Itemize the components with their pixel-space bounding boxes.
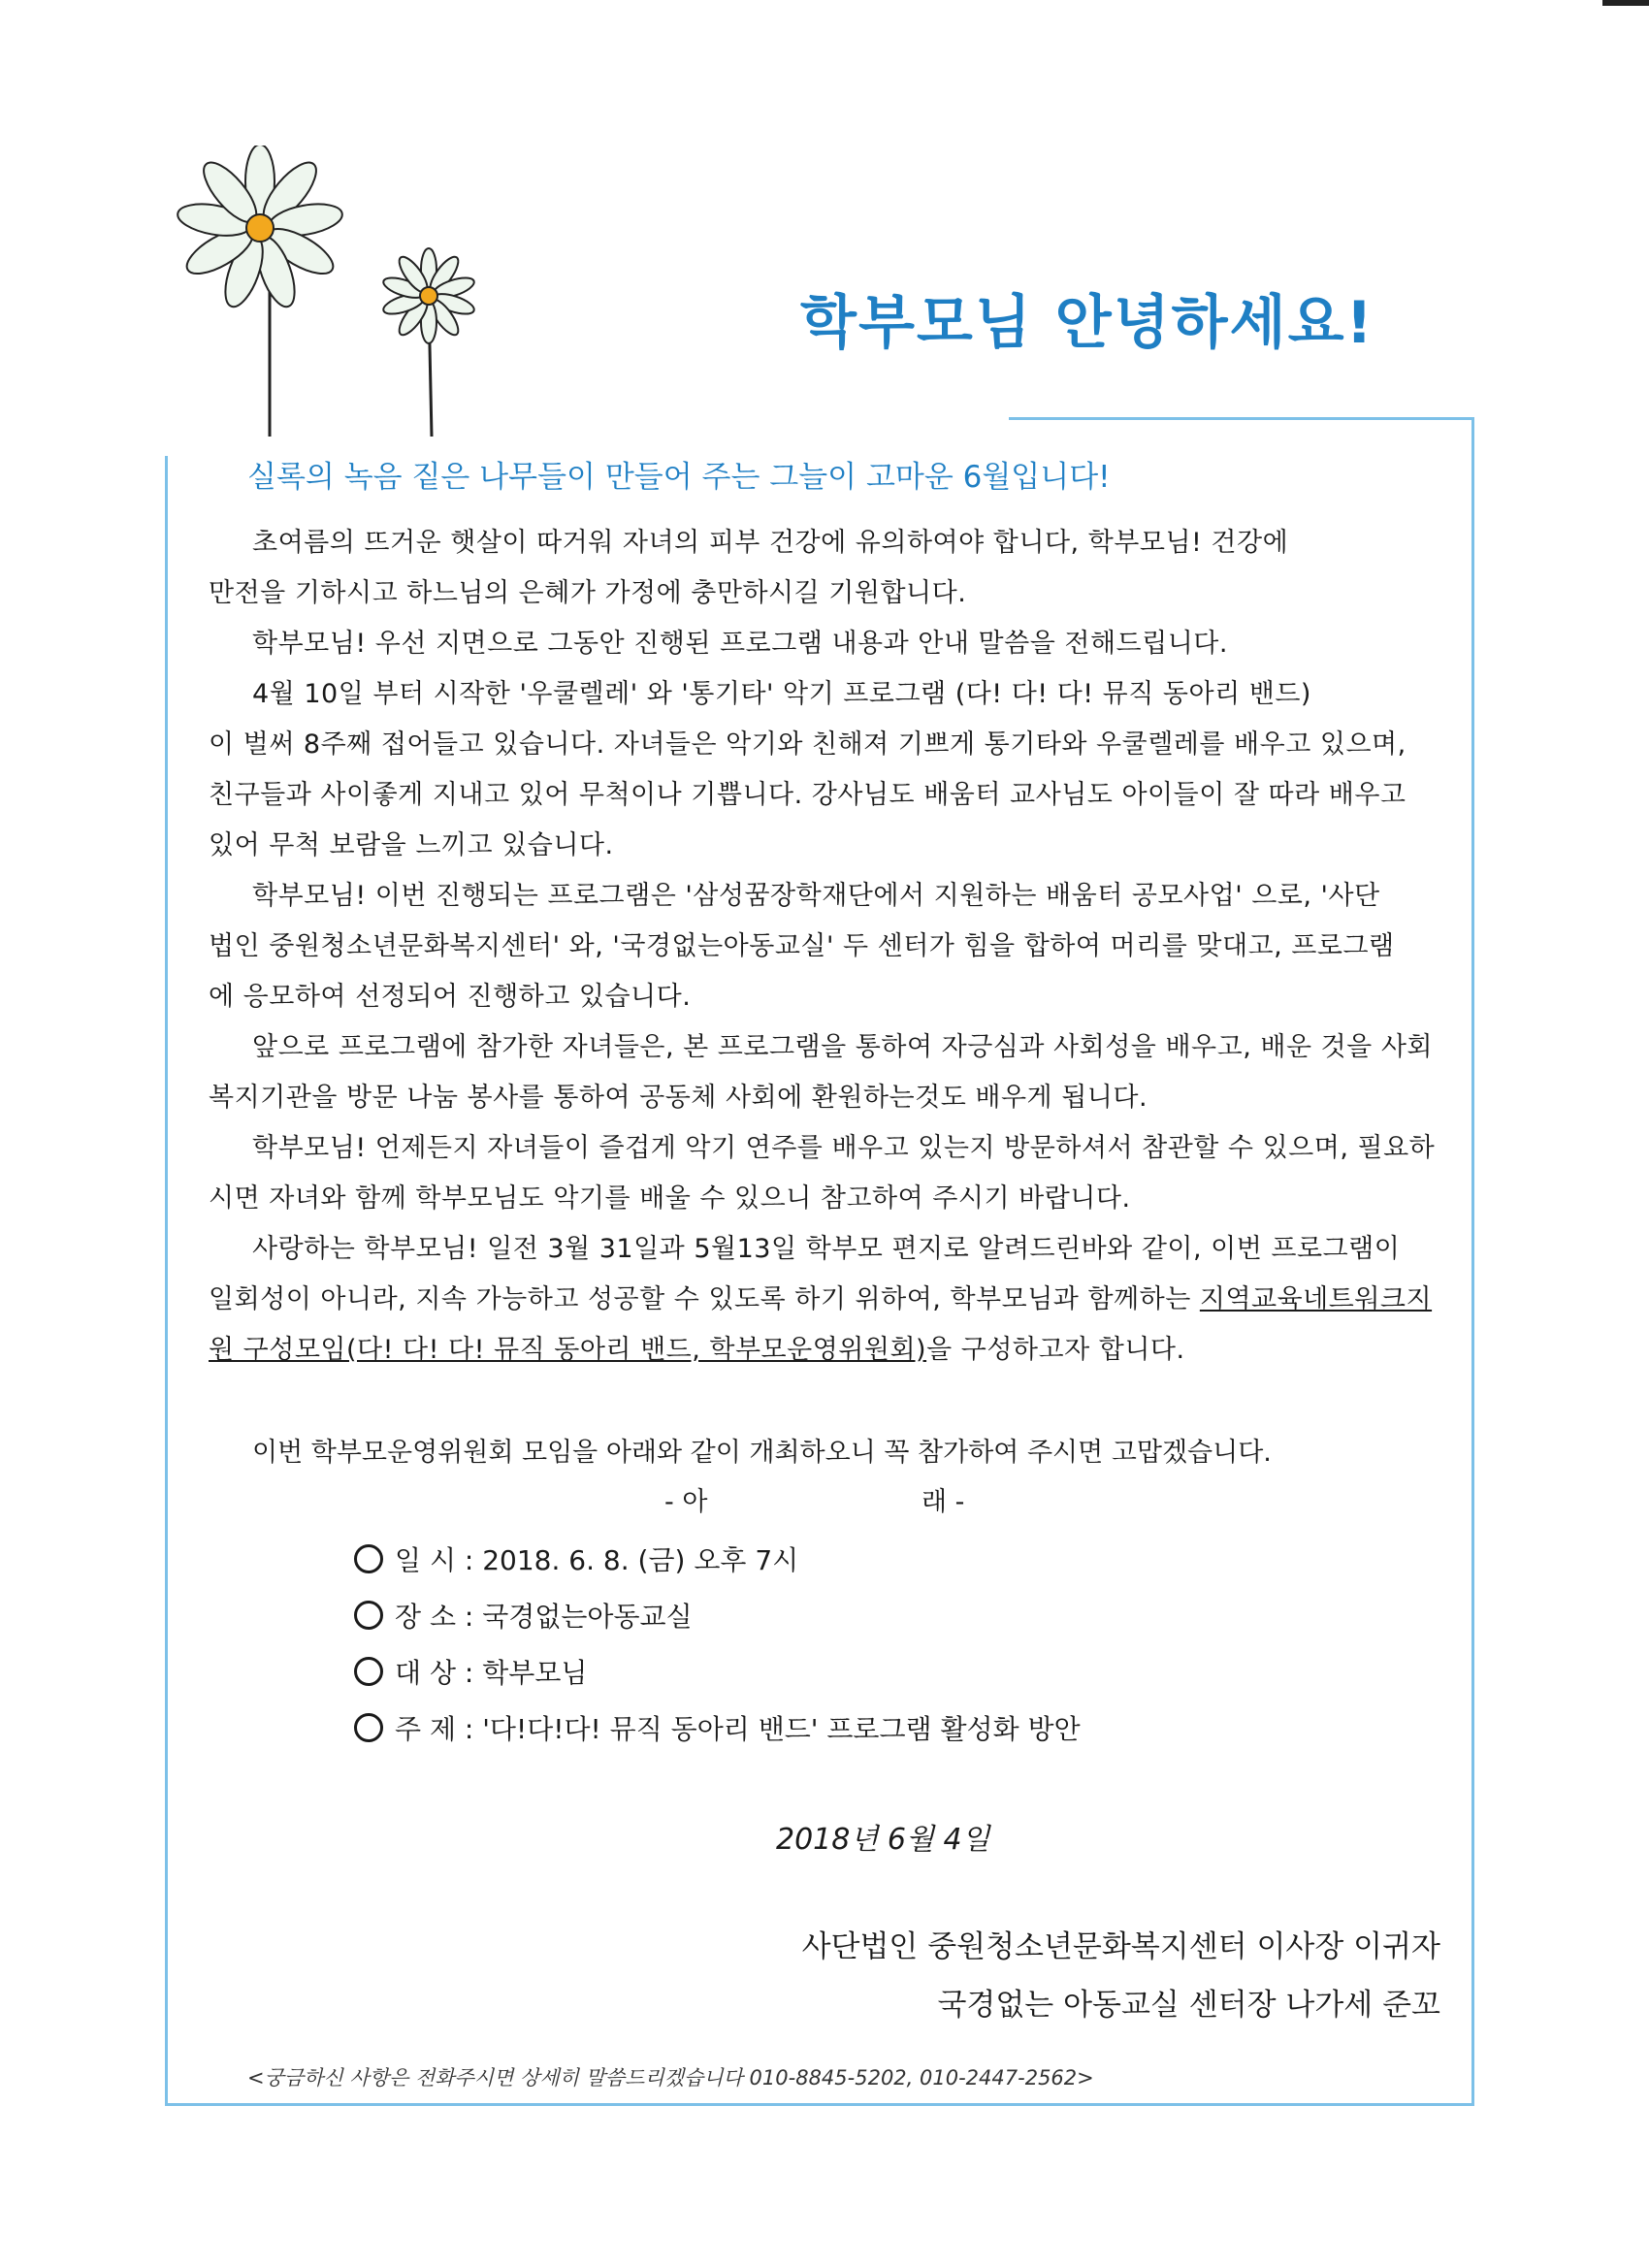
circle-bullet-icon <box>354 1657 383 1686</box>
paragraph-line: 초여름의 뜨거운 햇살이 따거워 자녀의 피부 건강에 유의하여야 합니다, 학부모님! 건강에 <box>252 528 1289 558</box>
detail-text: 일 시 : 2018. 6. 8. (금) 오후 7시 <box>395 1544 799 1576</box>
paragraph-line: 시면 자녀와 함께 학부모님도 악기를 배울 수 있으니 참고하여 주시기 바랍니다. <box>209 1183 1131 1214</box>
paragraph-line: 친구들과 사이좋게 지내고 있어 무척이나 기쁩니다. 강사님도 배움터 교사님도 아이들이 잘 따라 배우고 <box>209 780 1406 810</box>
detail-text: 장 소 : 국경없는아동교실 <box>395 1601 693 1633</box>
notice-heading <box>209 1478 1450 1527</box>
letter-paragraph <box>209 1022 1450 1123</box>
contact-note: <궁금하신 사항은 전화주시면 상세히 말씀드리겠습니다 010-8845-5202, 010-2447-2562> <box>247 2066 1094 2090</box>
letter-title: 학부모님 안녕하세요! <box>800 289 1374 357</box>
frame-border-top <box>1009 417 1474 420</box>
letter-date: 2018년 6월 4일 <box>776 1823 990 1857</box>
small-daisy-icon <box>381 248 476 437</box>
paragraph-text: 일회성이 아니라, 지속 가능하고 성공할 수 있도록 하기 위하여, 학부모님과 함께하는 <box>209 1284 1200 1314</box>
circle-bullet-icon <box>354 1544 383 1573</box>
letter-paragraph <box>209 871 1450 1022</box>
paragraph-line: 사랑하는 학부모님! 일전 3월 31일과 5월13일 학부모 편지로 알려드린바와 같이, 이번 프로그램이 <box>252 1234 1401 1264</box>
frame-border-right <box>1471 417 1474 2105</box>
letter-paragraph-last <box>209 1224 1450 1376</box>
paragraph-line: 에 응모하여 선정되어 진행하고 있습니다. <box>209 982 692 1012</box>
large-daisy-icon <box>176 146 345 437</box>
circle-bullet-icon <box>354 1601 383 1630</box>
detail-item-topic <box>354 1701 1450 1758</box>
frame-border-left <box>165 456 168 2105</box>
notice-heading-left: - 아 <box>664 1487 708 1517</box>
meeting-invitation: 이번 학부모운영위원회 모임을 아래와 같이 개최하오니 꼭 참가하여 주시면 고맙겠습니다. <box>252 1438 1272 1468</box>
detail-item-target <box>354 1645 1450 1701</box>
paragraph-text: 을 구성하고자 합니다. <box>926 1335 1185 1365</box>
paragraph-line: 법인 중원청소년문화복지센터' 와, '국경없는아동교실' 두 센터가 힘을 합하여 머리를 맞대고, 프로그램 <box>209 931 1395 961</box>
greeting-headline: 실록의 녹음 짙은 나무들이 만들어 주는 그늘이 고마운 6월입니다! <box>247 460 1111 495</box>
signature-line: 국경없는 아동교실 센터장 나가세 준꼬 <box>937 1988 1440 2023</box>
notice-heading-right: 래 - <box>922 1487 965 1517</box>
paragraph-line <box>209 1275 1450 1325</box>
circle-bullet-icon <box>354 1713 383 1742</box>
letter-paragraph <box>209 669 1450 871</box>
paragraph-line: 4월 10일 부터 시작한 '우쿨렐레' 와 '통기타' 악기 프로그램 (다! 다! 다! 뮤직 동아리 밴드) <box>252 679 1311 709</box>
letter-paragraph <box>209 1123 1450 1224</box>
paragraph-line: 학부모님! 언제든지 자녀들이 즐겁게 악기 연주를 배우고 있는지 방문하셔서 참관할 수 있으며, 필요하 <box>252 1133 1436 1163</box>
frame-border-bottom <box>165 2103 1474 2106</box>
paragraph-line: 이 벌써 8주째 접어들고 있습니다. 자녀들은 악기와 친해져 기쁘게 통기타와 우쿨렐레를 배우고 있으며, <box>209 729 1406 760</box>
detail-text: 주 제 : '다!다!다! 뮤직 동아리 밴드' 프로그램 활성화 방안 <box>395 1713 1081 1745</box>
meeting-details-list <box>354 1533 1450 1758</box>
letter-body <box>209 456 1450 2097</box>
scan-corner-mark <box>1602 0 1649 6</box>
paragraph-line: 만전을 기하시고 하느님의 은혜가 가정에 충만하시길 기원합니다. <box>209 578 967 608</box>
paragraph-line: 복지기관을 방문 나눔 봉사를 통하여 공동체 사회에 환원하는것도 배우게 됩니다. <box>209 1083 1148 1113</box>
letter-paragraph <box>209 518 1450 619</box>
letter-paragraph <box>209 619 1450 669</box>
paragraph-line: 앞으로 프로그램에 참가한 자녀들은, 본 프로그램을 통하여 자긍심과 사회성을 배우고, 배운 것을 사회 <box>252 1032 1434 1062</box>
paragraph-line: 학부모님! 이번 진행되는 프로그램은 '삼성꿈장학재단에서 지원하는 배움터 공모사업' 으로, '사단 <box>252 881 1380 911</box>
detail-text: 대 상 : 학부모님 <box>395 1657 588 1689</box>
paragraph-line <box>209 1325 1450 1376</box>
detail-item-place <box>354 1589 1450 1645</box>
detail-item-time <box>354 1533 1450 1589</box>
signature-line: 사단법인 중원청소년문화복지센터 이사장 이귀자 <box>801 1929 1440 1964</box>
daisy-flowers-illustration <box>165 146 495 437</box>
underlined-text: 지역교육네트워크지 <box>1199 1284 1433 1314</box>
paragraph-line: 학부모님! 우선 지면으로 그동안 진행된 프로그램 내용과 안내 말씀을 전해드립니다. <box>252 629 1228 659</box>
underlined-text: 원 구성모임(다! 다! 다! 뮤직 동아리 밴드, 학부모운영위원회) <box>209 1335 927 1365</box>
paragraph-line: 있어 무척 보람을 느끼고 있습니다. <box>209 830 614 860</box>
